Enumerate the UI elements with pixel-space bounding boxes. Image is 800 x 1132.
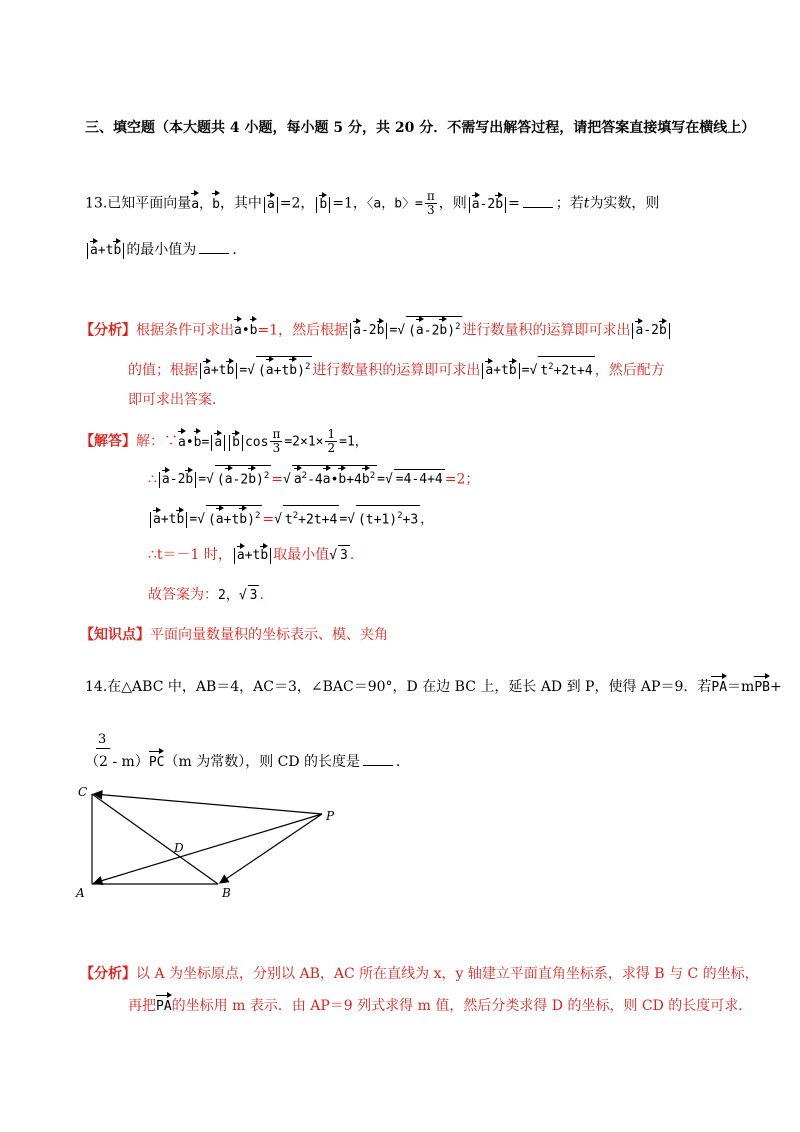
q13-solution-line3: a+tb =√ $(a+tb)^2$ =√ $t^2+2t+4$ =√ $(t+1)^2+3$ ， (148, 505, 433, 530)
q14-text: 14.在△ABC 中，AB＝4，AC＝3，∠BAC＝90°，D 在边 BC 上，延长 AD 到 P，使得 AP＝9．若 (85, 679, 712, 695)
q13-text: ；若 (555, 195, 584, 212)
analysis-text: 的坐标用 m 表示．由 AP＝9 列式求得 m 值，然后分类求得 D 的坐标，则 CD 的长度可求． (171, 998, 753, 1014)
q14-text: ． (396, 754, 411, 770)
analysis-tag: 【分析】 (80, 322, 136, 339)
q13-text: 13.已知平面向量 (85, 195, 192, 212)
q13-text: ． (232, 242, 247, 258)
answer-blank (523, 195, 553, 208)
answer-text: 故答案为： (148, 587, 218, 603)
vector-pa (94, 814, 322, 883)
solution-math: =2×1× (284, 434, 324, 450)
solution-math: =4-4+4 (394, 469, 445, 490)
solution-text: 取最小值 (273, 547, 330, 563)
answer-value: 2， (218, 588, 239, 603)
solution-text: = (262, 511, 275, 528)
label-p: P (326, 809, 335, 823)
answer-blank (199, 241, 229, 254)
label-d: D (174, 841, 184, 855)
q13-text: =2， (279, 195, 315, 212)
segment-cb (92, 794, 218, 884)
analysis-text: 根据条件可求出 (136, 322, 234, 339)
q13-var-t: t (583, 195, 590, 212)
q13-answer: 故答案为：2，√ 3 ． (148, 585, 273, 606)
analysis-text: 进行数量积的运算即可求出 (462, 322, 631, 339)
q14-line2: （2 - m）PC（m 为常数），则 CD 的长度是 ． (85, 752, 410, 773)
analysis-text: ，然后配方 (594, 362, 665, 379)
q13-solution-line4: ∴t＝－1 时， a+tb 取最小值√ 3 ． (148, 545, 364, 566)
q14-text: 2 - m） (99, 754, 149, 770)
fraction-bar (96, 748, 110, 749)
q13-text: 的最小值为 (126, 242, 197, 258)
q13-solution-line2: ∴ a-2b =√ $(a-2b)^2$ =√ $a^2-4a•b+4b^2$ =√ =4-4+4 =2； (148, 465, 479, 490)
q13-analysis-line2: 的值；根据 a+tb =√ $(a+tb)^2$ 进行数量积的运算即可求出 a+tb =√ $t^2+2t+4$ ，然后配方 (128, 356, 665, 381)
vector-pc (94, 794, 322, 814)
q14-analysis-line1 (80, 964, 759, 984)
q14-analysis-line2: 再把PA的坐标用 m 表示．由 AP＝9 列式求得 m 值，然后分类求得 D 的坐标，则 CD 的长度可求． (128, 996, 752, 1017)
vector-pb (220, 814, 322, 883)
q13-text: =1， (332, 195, 367, 212)
q13-analysis-line1: 【分析】根据条件可求出a•b=1，然后根据 a-2b =√ $(a-2b)^2$ 进行数量积的运算即可求出 a-2b (80, 316, 672, 341)
solution-text: =2； (444, 471, 480, 488)
solution-math: =1， (339, 434, 368, 450)
q14-text: （m 为常数），则 CD 的长度是 (164, 754, 361, 770)
analysis-text: 进行数量积的运算即可求出 (312, 362, 481, 379)
knowledge-tag: 【知识点】 (80, 627, 150, 643)
label-b: B (222, 886, 231, 900)
q13-line2: a+tb 的最小值为 ． (85, 240, 246, 260)
solution-tag: 【解答】 (80, 433, 136, 450)
solution-text: ∴ (148, 471, 157, 488)
q14-line1: 14.在△ABC 中，AB＝4，AC＝3，∠BAC＝90°，D 在边 BC 上，延长 AD 到 P，使得 AP＝9．若PA＝mPB+ (85, 677, 782, 698)
analysis-text: =1，然后根据 (257, 322, 349, 339)
q14-text: ＝m (727, 679, 755, 695)
analysis-tag: 【分析】 (80, 966, 136, 982)
answer-blank (363, 753, 393, 766)
knowledge-text: 平面向量数量积的坐标表示、模、夹角 (150, 627, 388, 643)
q14-text: （ (85, 754, 99, 770)
q13-text: 为实数，则 (589, 195, 660, 212)
analysis-text: 以 A 为坐标原点，分别以 AB，AC 所在直线为 x，y 轴建立平面直角坐标系，求得 B 与 C 的坐标， (136, 966, 759, 982)
q13-solution-line1: 【解答】解：∵a•b= a b cos $\frac{\pi}{3}$ =2×1× $\frac{1}{2}$ =1， (80, 427, 368, 455)
q13-analysis-line3: 即可求出答案． (128, 392, 226, 408)
triangle-diagram (70, 780, 350, 900)
q13-text: = (508, 195, 520, 212)
q13-line1: 13.已知平面向量a，b，其中 a =2， b =1，〈a，b〉= $\frac{\pi}{3}$ ，则 a-2b = ；若t为实数，则 (85, 189, 660, 217)
label-a: A (76, 886, 85, 900)
q13-text: ，其中 (219, 195, 262, 212)
q13-knowledge (80, 625, 388, 645)
q14-frac-num: 3 (98, 732, 107, 747)
section-heading: 三、填空题（本大题共 4 小题，每小题 5 分，共 20 分．不需写出解答过程，请把答案直接填写在横线上） (85, 120, 756, 136)
solution-text: ． (349, 547, 364, 563)
q14-text: + (769, 679, 782, 695)
label-c: C (78, 785, 88, 799)
q13-text: ，则 (438, 195, 467, 212)
analysis-text: 的值；根据 (128, 362, 198, 379)
answer-text: ． (259, 587, 274, 603)
solution-text: ∴t＝－1 时， (148, 547, 232, 563)
solution-text: 解：∵ (136, 433, 178, 450)
analysis-text: 再把 (128, 998, 156, 1014)
